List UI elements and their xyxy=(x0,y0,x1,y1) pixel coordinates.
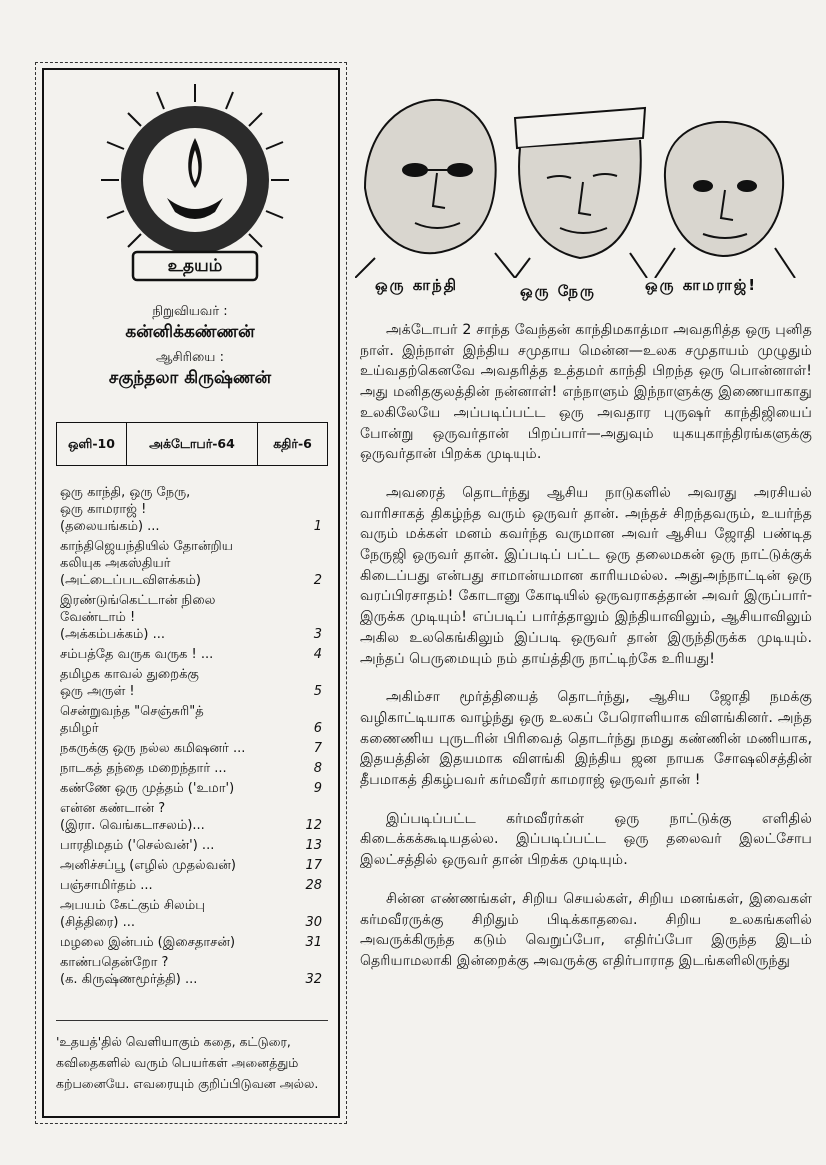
gandhi-portrait xyxy=(355,100,515,278)
caption-gandhi: ஒரு காந்தி xyxy=(375,276,459,294)
issue-info xyxy=(56,422,328,466)
article-paragraph: அக்டோபர் 2 சாந்த வேந்தன் காந்திமகாத்மா அவதரித்த ஒரு புனித நாள். இந்நாள் இந்திய சமுதாய மென்ன—உலக சமுதாயம் முழுதும் உய்வதற்கெனவே அவதரித்த உத்தமர் காந்தி பிறந்த ஒரு பொன்னாள்! அது மனிதகுலத்தின் நன்னாள்! எந்நாளும் இந்நாளுக்கு இணையாகாது உலகிலேயே அப்படிப்பட்ட ஒரு அவதார புருஷர் காந்திஜியைப் போன்று ஒருவர்தான் பிறப்பார்—அதுவும் யுகயுகாந்திரங்களுக்கு ஒருவர்தான் பிறக்க முடியும். xyxy=(360,322,812,463)
kamaraj-portrait xyxy=(655,122,795,278)
toc-item[interactable]: இரண்டுங்கெட்டான் நிலை வேண்டாம் ! (அக்கம்பக்கம்) ... 3 xyxy=(60,593,322,642)
toc-item[interactable]: பாரதிமதம் ('செல்வன்') ... 13 xyxy=(60,838,322,853)
issue-volume: ஒளி-10 xyxy=(57,423,127,465)
editorial-article xyxy=(360,320,812,990)
portrait-illustrations xyxy=(355,78,805,303)
toc-item[interactable]: தமிழக காவல் துறைக்கு ஒரு அருள் ! 5 xyxy=(60,667,322,699)
logo-title: உதயம் xyxy=(167,256,223,276)
founder-name: கன்னிக்கண்ணன் xyxy=(125,322,255,342)
issue-month: அக்டோபர்-64 xyxy=(127,423,258,465)
toc-item[interactable]: காந்திஜெயந்தியில் தோன்றிய கலியுக அகஸ்தியர் (அட்டைப்படவிளக்கம்) 2 xyxy=(60,539,322,588)
toc-item[interactable]: நகருக்கு ஒரு நல்ல கமிஷனர் ... 7 xyxy=(60,741,322,756)
toc-item[interactable]: மழலை இன்பம் (இசைதாசன்) 31 xyxy=(60,935,322,950)
magazine-logo xyxy=(95,80,295,290)
toc-item[interactable]: என்ன கண்டான் ? (இரா. வெங்கடாசலம்)... 12 xyxy=(60,801,322,833)
table-of-contents xyxy=(60,484,322,991)
issue-number: கதிர்-6 xyxy=(273,435,312,451)
editor-name: சகுந்தலா கிருஷ்ணன் xyxy=(108,368,272,388)
toc-item[interactable]: பஞ்சாமிர்தம் ... 28 xyxy=(60,878,322,893)
article-paragraph: இப்படிப்பட்ட கர்மவீரர்கள் ஒரு நாட்டுக்கு எளிதில் கிடைக்கக்கூடியதல்ல. இப்படிப்பட்ட ஒரு தலைவர் இலட்சோப இலட்சத்தில் ஒருவர் தான் பிறக்க முடியும். xyxy=(360,810,812,869)
toc-item[interactable]: ஒரு காந்தி, ஒரு நேரு, ஒரு காமராஜ் ! (தலையங்கம்) ... 1 xyxy=(60,485,322,534)
toc-item[interactable]: சம்பத்தே வருக வருக ! ... 4 xyxy=(60,647,322,662)
editor-label: ஆசிரியை : xyxy=(156,350,224,365)
leaders-portrait-icon xyxy=(355,78,805,278)
article-paragraph: அவரைத் தொடர்ந்து ஆசிய நாடுகளில் அவரது அரசியல் வாரிசாகத் திகழ்ந்த வரும் ஒருவர் தான். அந்தச் சிறந்தவரும், உயர்ந்த வரும் மக்கள் மனம் கவர்ந்த வருமான அவர் ஆசிய ஜோதி பண்டித நேருஜி ஒருவர் தான். இப்படிப் பட்ட ஒரு தலைமகன் ஒரு நாட்டுக்குக் கிடைப்பது என்பது சாமான்யமான காரியமல்ல. அதுஅந்நாட்டின் ஒரு வரப்பிரசாதம்! கோடானு கோடியில் ஒருவராகத்தான் அவர் இருப்பார்- இருக்க முடியும்! எப்படிப் பார்த்தாலும் இந்தியாவிலும், ஆசியாவிலும் அகில உலகெங்கிலும் இப்படி ஒருவர் தான் இருந்திருக்க முடியும். அந்தப் பெருமையும் நம் தாய்த்திரு நாட்டிற்கே உரியது! xyxy=(360,484,812,667)
credits xyxy=(60,300,320,396)
toc-item[interactable]: கண்ணே ஒரு முத்தம் ('உமா') 9 xyxy=(60,781,322,796)
toc-item[interactable]: அனிச்சப்பூ (எழில் முதல்வன்) 17 xyxy=(60,858,322,873)
toc-item[interactable]: சென்றுவந்த "செஞ்சுரி"த் தமிழர் 6 xyxy=(60,704,322,736)
nehru-portrait xyxy=(515,108,647,278)
founder-label: நிறுவியவர் : xyxy=(152,304,228,319)
caption-kamaraj: ஒரு காமராஜ்! xyxy=(645,276,758,294)
caption-nehru: ஒரு நேரு xyxy=(520,282,596,300)
toc-item[interactable]: காண்பதென்றோ ? (க. கிருஷ்ணமூர்த்தி) ... 32 xyxy=(60,955,322,987)
toc-item[interactable]: நாடகத் தந்தை மறைந்தார் ... 8 xyxy=(60,761,322,776)
disclaimer-note: 'உதயத்'தில் வெளியாகும் கதை, கட்டுரை, கவிதைகளில் வரும் பெயர்கள் அனைத்தும் கற்பனையே. எவரையும் குறிப்பிடுவன அல்ல. xyxy=(56,1020,328,1094)
article-paragraph: அகிம்சா மூர்த்தியைத் தொடர்ந்து, ஆசிய ஜோதி நமக்கு வழிகாட்டியாக வாழ்ந்து ஒரு உலகப் பேரொளியாக விளங்கினர். அந்த கணைணிய புருடரின் பிரிவைத் தொடர்ந்து நமது கண்ணின் மணியாக, இதயத்தின் இதயமாக விளங்கி இந்திய ஜன நாயக சோஷலிசத்தின் தீபமாகத் திகழ்பவர் கர்மவீரர் காமராஜ் ஒருவர் தான் ! xyxy=(360,689,812,789)
toc-item[interactable]: அபயம் கேட்கும் சிலம்பு (சித்திரை) ... 30 xyxy=(60,898,322,930)
article-paragraph: சின்ன எண்ணங்கள், சிறிய செயல்கள், சிறிய மனங்கள், இவைகள் கர்மவீரருக்கு சிறிதும் பிடிக்காதவை. சிறிய உலகங்களில் அவருக்கிருந்த கடும் வெறுப்போ, எதிர்ப்போ இருந்த இடம் தெரியாமலாகி இன்றைக்கு அவருக்கு எதிர்பாராத இடங்களிலிருந்து xyxy=(360,890,812,969)
